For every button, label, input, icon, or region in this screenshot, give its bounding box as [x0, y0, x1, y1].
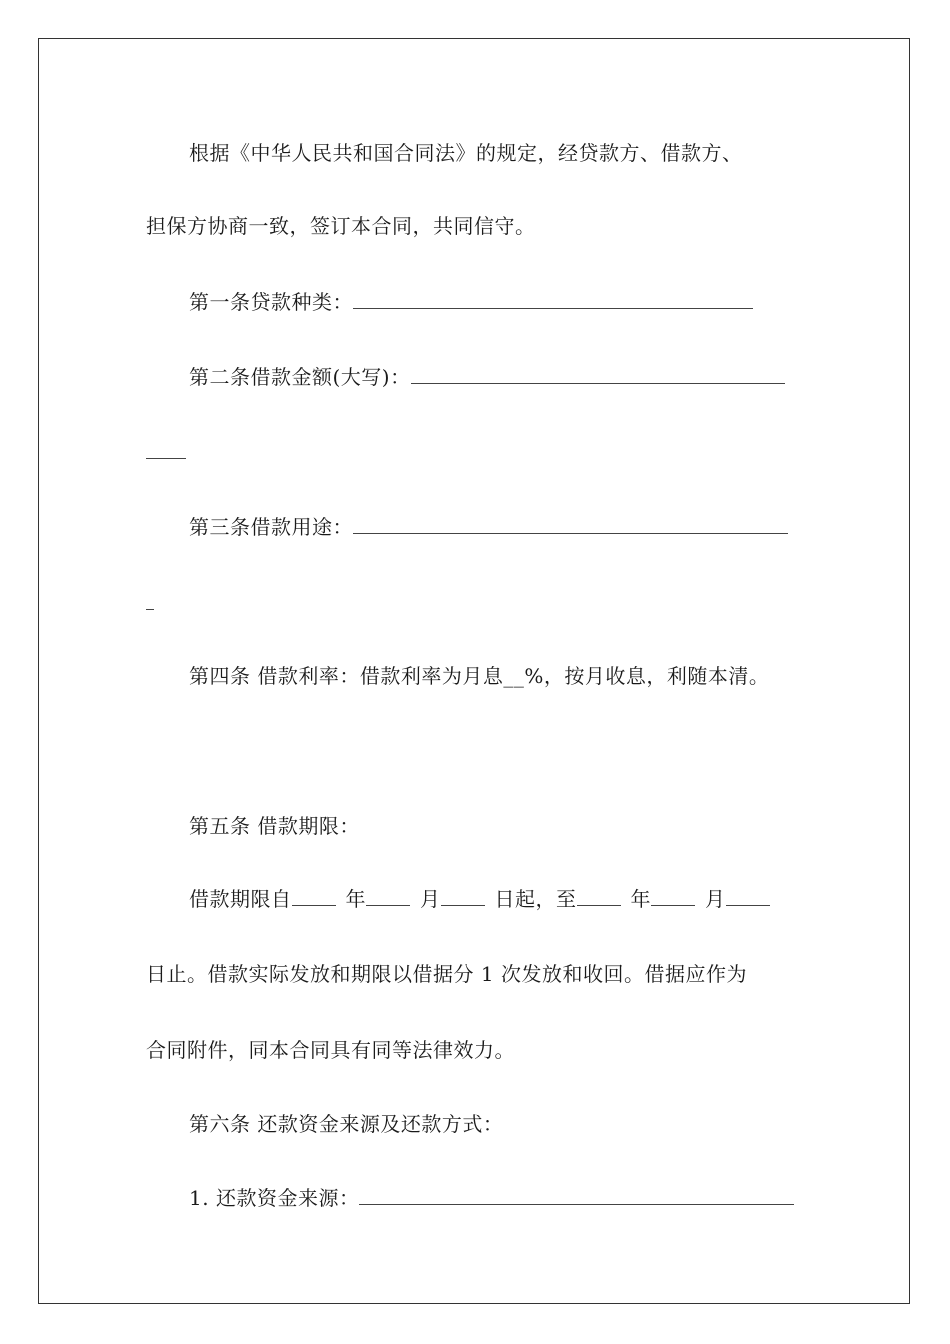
term-start-label: 借款期限自	[189, 887, 292, 911]
article-1	[189, 289, 753, 315]
start-year-label: 年	[345, 887, 366, 911]
loan-amount-blank[interactable]	[411, 365, 785, 384]
article-1-label: 第一条贷款种类：	[189, 290, 353, 314]
article-2	[189, 364, 785, 390]
loan-term-text-3: 合同附件，同本合同具有同等法律效力。	[146, 1038, 515, 1062]
article-4-text: 第四条 借款利率：借款利率为月息__%，按月收息，利随本清。	[189, 664, 770, 688]
start-month-label: 月	[420, 887, 441, 911]
intro-text-1: 根据《中华人民共和国合同法》的规定，经贷款方、借款方、	[189, 141, 743, 165]
article-3-continuation	[146, 590, 154, 616]
start-year-blank[interactable]	[292, 887, 336, 906]
loan-purpose-blank[interactable]	[353, 515, 788, 534]
end-month-blank[interactable]	[651, 887, 695, 906]
end-year-label: 年	[630, 887, 651, 911]
article-4	[189, 663, 769, 689]
end-day-blank[interactable]	[726, 887, 770, 906]
loan-type-blank[interactable]	[353, 290, 753, 309]
repayment-source-label: 1. 还款资金来源：	[189, 1186, 360, 1210]
article-6-label: 第六条 还款资金来源及还款方式：	[189, 1112, 504, 1136]
loan-amount-blank-continued[interactable]	[146, 440, 186, 459]
article-5-label: 第五条 借款期限：	[189, 814, 360, 838]
article-5	[189, 813, 360, 839]
intro-line-2	[146, 213, 536, 239]
article-3-label: 第三条借款用途：	[189, 515, 353, 539]
repayment-source	[189, 1185, 794, 1211]
loan-term-line-3	[146, 1037, 515, 1063]
intro-line-1	[189, 140, 743, 166]
article-2-label: 第二条借款金额(大写)：	[189, 365, 411, 389]
loan-term-line-2	[146, 961, 747, 987]
start-day-blank[interactable]	[441, 887, 485, 906]
article-2-continuation	[146, 439, 186, 465]
loan-purpose-blank-continued[interactable]	[146, 591, 154, 610]
intro-text-2: 担保方协商一致，签订本合同，共同信守。	[146, 214, 536, 238]
loan-term-text-2: 日止。借款实际发放和期限以借据分 1 次发放和收回。借据应作为	[146, 962, 747, 986]
article-3	[189, 514, 788, 540]
article-6	[189, 1111, 503, 1137]
end-year-blank[interactable]	[577, 887, 621, 906]
start-day-label: 日起，至	[494, 887, 577, 911]
end-month-label: 月	[705, 887, 726, 911]
repayment-source-blank[interactable]	[359, 1186, 794, 1205]
start-month-blank[interactable]	[366, 887, 410, 906]
loan-term-line-1	[189, 886, 770, 912]
